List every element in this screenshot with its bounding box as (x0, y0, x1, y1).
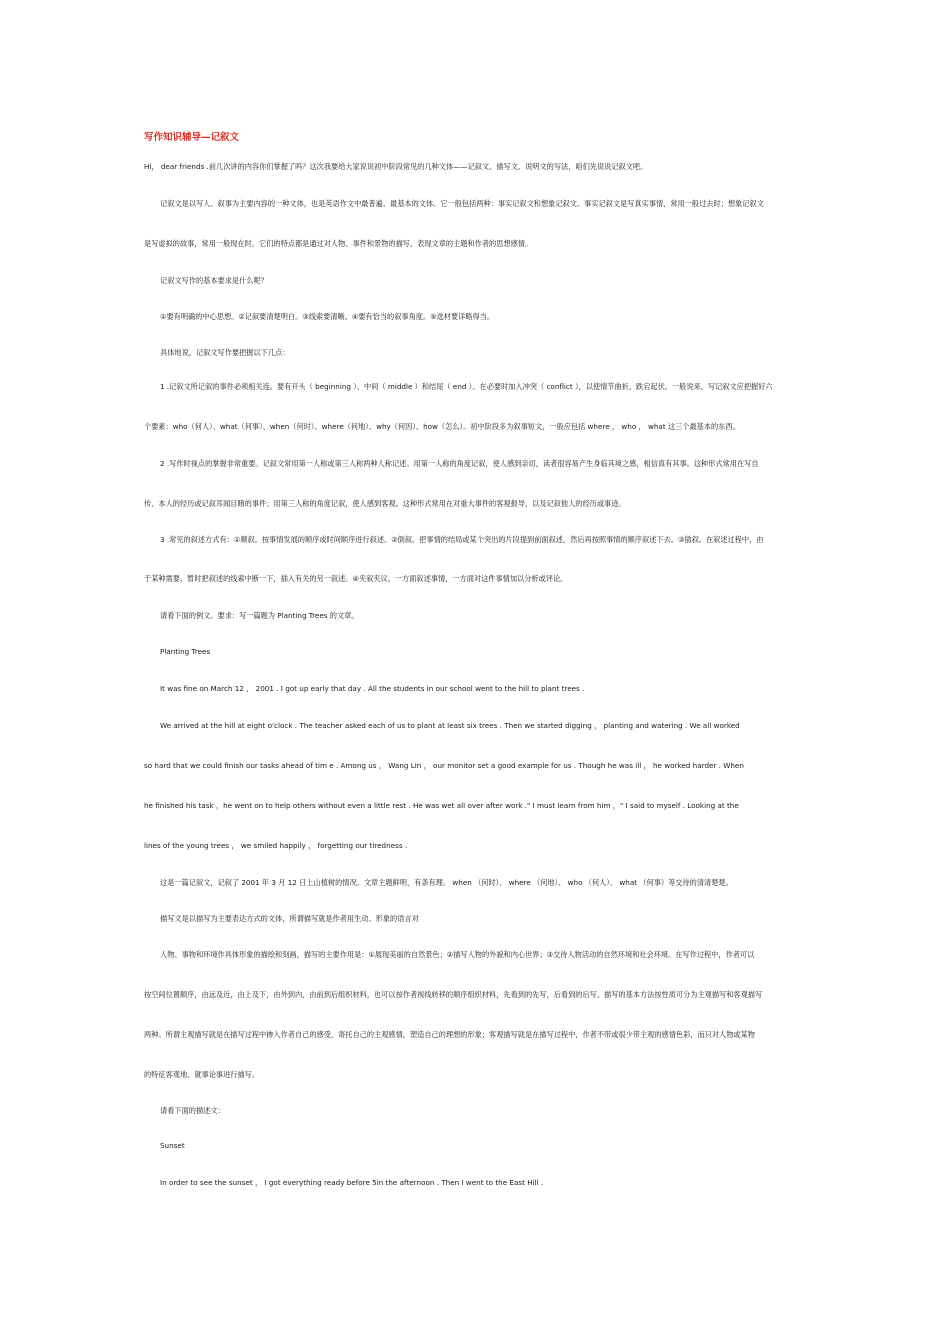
description-example-prompt: 请看下面的描述文： (160, 1106, 225, 1115)
example-paragraph-2-line-3: he finished his task ，he went on to help others without even a little rest . He was wet all over after work ." I must learn from him ，" I said to myself . Looking at the (144, 801, 739, 810)
example-analysis: 这是一篇记叙文，记叙了 2001 年 3 月 12 日上山植树的情况。文章主题鲜明，有条有理。 when （何时）、 where （何地）、 who （何人）、 what （何事）等交待的清清楚楚。 (160, 878, 733, 887)
paragraph-requirements: ①要有明确的中心思想。②记叙要清楚明白。③线索要清晰。④要有恰当的叙事角度。⑤选材要详略得当。 (160, 312, 495, 321)
point-2-line-1: 2 .写作时视点的掌握非常重要。记叙文常用第一人称或第三人称两种人称记述。用第一人称的角度记叙，使人感到亲切，读者很容易产生身临其境之感，相信真有其事。这种形式常用在写自 (160, 459, 759, 468)
example-paragraph-2-line-4: lines of the young trees ， we smiled happily ， forgetting our tiredness . (144, 841, 408, 850)
point-2-line-2: 传、本人的经历或记叙耳闻目睹的事件；用第三人称的角度记叙，使人感到客观。这种形式常用在对重大事件的客观报导，以及记叙他人的经历或事迹。 (144, 499, 626, 508)
example-paragraph-2-line-2: so hard that we could finish our tasks ahead of tim e . Among us ， Wang Lin ， our monitor set a good example for us . Though he was ill ， he worked harder . When (144, 761, 744, 770)
paragraph-description-line-2: 按空间位置顺序，由远及近，由上及下，由外到内，由前到后组织材料，也可以按作者视线转移的顺序组织材料，先看到的先写，后看到的后写。描写的基本方法按性质可分为主观描写和客观描写 (144, 990, 763, 999)
paragraph-intro: Hi， dear friends .前几次讲的内容你们掌握了吗？这次我要给大家说说初中阶段常见的几种文体——记叙文、描写文、说明文的写法，咱们先说说记叙文吧。 (144, 162, 648, 171)
paragraph-description-line-4: 的特征客观地、就事论事进行描写。 (144, 1070, 260, 1079)
paragraph-key-points-intro: 具体地说，记叙文写作要把握以下几点： (160, 348, 290, 357)
paragraph-description-intro: 描写文是以描写为主要表达方式的文体，所谓描写就是作者用生动、形象的语言对 (160, 914, 419, 923)
description-example-title: Sunset (160, 1141, 185, 1150)
example-paragraph-1: It was fine on March 12 ， 2001 . I got up early that day . All the students in our school went to the hill to plant trees . (160, 684, 585, 693)
example-paragraph-2-line-1: We arrived at the hill at eight o'clock . The teacher asked each of us to plant at least six trees . Then we started digging ， planting and watering . We all worked (160, 721, 740, 730)
document-title: 写作知识辅导—记叙文 (144, 132, 240, 143)
point-3-line-1: 3 .常见的叙述方式有：①顺叙。按事情发展的顺序或时间顺序进行叙述。②倒叙。把事情的结局或某个突出的片段提到前面叙述，然后再按照事情的顺序叙述下去。③插叙。在叙述过程中，由 (160, 535, 764, 544)
point-1-line-2: 个要素：who（何人）、what（何事）、when（何时）、where（何地）、why（何因）、how（怎么）。初中阶段多为叙事短文，一般应包括 where ， who ， what 这三个最基本的东西。 (144, 422, 740, 431)
paragraph-question: 记叙文写作的基本要求是什么呢？ (160, 276, 268, 285)
description-example-paragraph-1: In order to see the sunset ， I got everything ready before 5in the afternoon . Then I went to the East Hill . (160, 1178, 544, 1187)
point-1-line-1: 1 .记叙文所记叙的事件必须相关连。要有开头（ beginning ）、中间（ middle ）和结尾（ end ）。在必要时加入冲突（ conflict ），以使情节曲折，跌宕起伏。一般说来，写记叙文应把握好六 (160, 382, 773, 391)
paragraph-definition-line-1: 记叙文是以写人、叙事为主要内容的一种文体，也是英语作文中最普遍、最基本的文体。它一般包括两种：事实记叙文和想象记叙文。事实记叙文是写真实事情，常用一般过去时；想象记叙文 (160, 199, 764, 208)
paragraph-description-line-3: 两种。所谓主观描写就是在描写过程中掺入作者自己的感受，寄托自己的主观感情，塑造自己的理想的形象；客观描写就是在描写过程中，作者不带或很少带主观的感情色彩，而只对人物或某物 (144, 1030, 755, 1039)
example-title: Planting Trees (160, 647, 211, 656)
paragraph-description-line-1: 人物、事物和环境作具体形象的描绘和刻画，描写的主要作用是：①展现美丽的自然景色；②描写人物的外貌和内心世界；③交待人物活动的自然环境和社会环境。在写作过程中，作者可以 (160, 950, 755, 959)
point-3-line-2: 于某种需要，暂时把叙述的线索中断一下，插入有关的另一叙述。④夹叙夹议。一方面叙述事情，一方面对这件事情加以分析或评论。 (144, 574, 568, 583)
example-prompt: 请看下面的例文。要求：写一篇题为 Planting Trees 的文章。 (160, 611, 359, 620)
paragraph-definition-line-2: 是写虚拟的故事，常用一般现在时。它们的特点都是通过对人物、事件和景物的描写，表现文章的主题和作者的思想感情。 (144, 239, 533, 248)
